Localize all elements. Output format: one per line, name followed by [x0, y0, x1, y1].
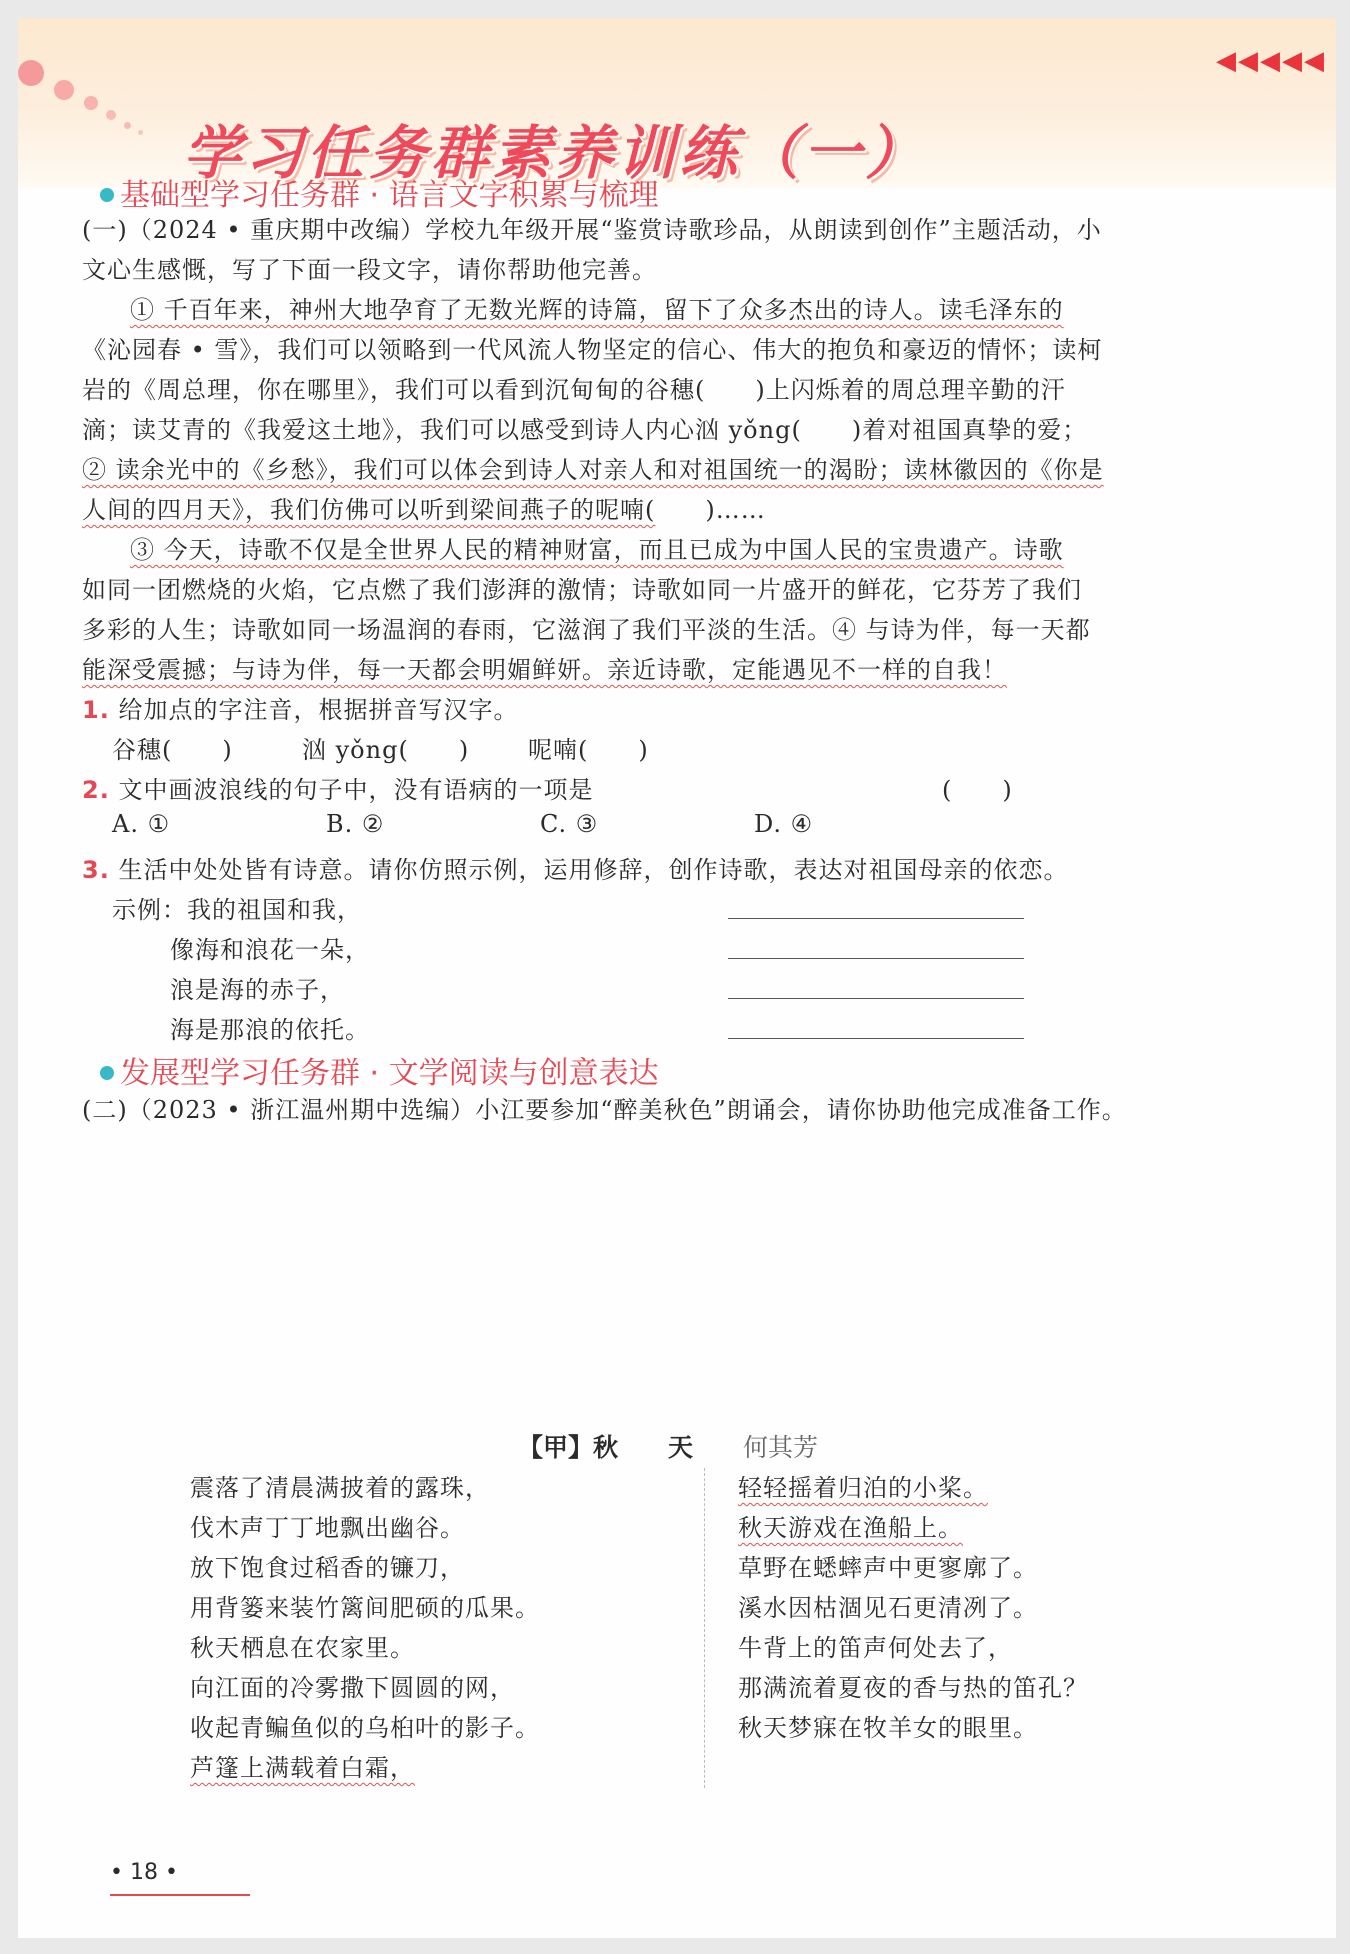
- poem-author: 何其芳: [743, 1433, 819, 1462]
- poem-line: 向江面的冷雾撒下圆圆的网，: [190, 1674, 515, 1702]
- bullet-icon: [100, 1066, 114, 1080]
- poem-line: 伐木声丁丁地飘出幽谷。: [190, 1514, 465, 1542]
- question-number: 1.: [82, 696, 110, 724]
- example-line: 海是那浪的依托。: [170, 1016, 370, 1044]
- section-heading-basic: [100, 170, 659, 214]
- decor-dot: [54, 80, 74, 100]
- bullet-icon: [100, 188, 114, 202]
- decor-dot: [18, 60, 44, 86]
- wavy-sentence-3: ③ 今天，诗歌不仅是全世界人民的精神财富，而且已成为中国人民的宝贵遗产。诗歌: [130, 536, 1064, 564]
- paren-close: ): [458, 736, 470, 764]
- poem-title: [518, 1428, 818, 1464]
- page-title: 学习任务群素养训练（一）: [183, 119, 928, 187]
- answer-line[interactable]: [728, 918, 1024, 919]
- example-line: 浪是海的赤子，: [170, 976, 345, 1004]
- poem-line: 秋天栖息在农家里。: [190, 1634, 415, 1662]
- wavy-sentence-4: 能深受震撼；与诗为伴，每一天都会明媚鲜妍。亲近诗歌，定能遇见不一样的自我！: [82, 656, 1007, 684]
- example-line: 像海和浪花一朵，: [170, 936, 370, 964]
- intro-line: 文心生感慨，写了下面一段文字，请你帮助他完善。: [82, 256, 657, 284]
- passage-text: )上闪烁着的周总理辛勤的汗: [755, 376, 1066, 404]
- example-label: 示例：我的祖国和我，: [112, 896, 362, 924]
- passage-line: 《沁园春 • 雪》，我们可以领略到一代风流人物坚定的信心、伟大的抱负和豪迈的情怀；读柯: [82, 336, 1103, 364]
- passage-line: [82, 490, 766, 525]
- q1-item-text: 呢喃(: [528, 736, 589, 764]
- option-b[interactable]: B. ②: [326, 810, 385, 838]
- question-text: 给加点的字注音，根据拼音写汉字。: [118, 696, 519, 724]
- section-heading-text: 发展型学习任务群 · 文学阅读与创意表达: [120, 1056, 659, 1091]
- poem-label: 【甲】秋 天: [518, 1433, 694, 1462]
- q1-item-c: [528, 730, 649, 765]
- passage-text: )……: [705, 496, 766, 524]
- wavy-sentence-1: ① 千百年来，神州大地孕育了无数光辉的诗篇，留下了众多杰出的诗人。读毛泽东的: [130, 296, 1064, 324]
- title-banner: [18, 18, 1336, 188]
- section-heading-develop: [100, 1048, 659, 1092]
- poem-line: [738, 1508, 963, 1543]
- decor-dot: [106, 110, 116, 120]
- poem-line: 秋天梦寐在牧羊女的眼里。: [738, 1714, 1038, 1742]
- passage-line: [130, 290, 1064, 325]
- wavy-poem-line: 秋天游戏在渔船上。: [738, 1514, 963, 1542]
- poem-line: 那满流着夏夜的香与热的笛孔？: [738, 1674, 1088, 1702]
- poem-line: [190, 1748, 415, 1783]
- passage-line: [82, 370, 1066, 405]
- poem-line: 溪水因枯涸见石更清冽了。: [738, 1594, 1038, 1622]
- option-c[interactable]: C. ③: [540, 810, 599, 838]
- poem-line: 收起青鳊鱼似的乌桕叶的影子。: [190, 1714, 540, 1742]
- option-a[interactable]: A. ①: [112, 810, 171, 838]
- q1-item-text: 谷穗(: [112, 736, 173, 764]
- question-2: [82, 770, 593, 805]
- passage-text: 滴；读艾青的《我爱这土地》，我们可以感受到诗人内心汹 yǒng(: [82, 416, 802, 444]
- decor-dot: [124, 122, 131, 129]
- decor-dot: [138, 130, 143, 135]
- poem-line: 震落了清晨满披着的露珠，: [190, 1474, 490, 1502]
- question-text: 文中画波浪线的句子中，没有语病的一项是: [118, 776, 594, 804]
- q1-item-text: 汹 yǒng(: [302, 736, 409, 764]
- passage-line: [82, 650, 1007, 685]
- page: [18, 18, 1336, 1938]
- question-1: [82, 690, 518, 725]
- answer-line[interactable]: [728, 998, 1024, 999]
- option-d[interactable]: D. ④: [754, 810, 814, 838]
- poem-line: 草野在蟋蟀声中更寥廓了。: [738, 1554, 1038, 1582]
- paren-close: ): [638, 736, 649, 764]
- intro-line: (二)（2023 • 浙江温州期中选编）小江要参加“醉美秋色”朗诵会，请你协助他完成准备工作。: [82, 1096, 1127, 1124]
- poem-line: 牛背上的笛声何处去了，: [738, 1634, 1013, 1662]
- passage-text: )着对祖国真挚的爱；: [851, 416, 1088, 444]
- wavy-poem-line: 轻轻摇着归泊的小桨。: [738, 1474, 988, 1502]
- page-number-underline: [110, 1894, 250, 1896]
- passage-line: [82, 450, 1104, 485]
- question-number: 2.: [82, 776, 110, 804]
- section-heading-text: 基础型学习任务群 · 语言文字积累与梳理: [120, 178, 659, 213]
- wavy-sentence-2: ② 读余光中的《乡愁》，我们可以体会到诗人对亲人和对祖国统一的渴盼；读林徽因的《你是: [82, 456, 1104, 484]
- passage-text: 岩的《周总理，你在哪里》，我们可以看到沉甸甸的谷穗(: [82, 376, 706, 404]
- answer-line[interactable]: [728, 958, 1024, 959]
- poem-line: 放下饱食过稻香的镰刀，: [190, 1554, 465, 1582]
- passage-line: 如同一团燃烧的火焰，它点燃了我们澎湃的激情；诗歌如同一片盛开的鲜花，它芬芳了我们: [82, 576, 1082, 604]
- q1-item-a: [112, 730, 233, 765]
- arrow-decor-icon: ◀◀◀◀◀: [1216, 46, 1326, 76]
- wavy-poem-line: 芦篷上满载着白霜，: [190, 1754, 415, 1782]
- poem-line: [738, 1468, 988, 1503]
- question-number: 3.: [82, 856, 110, 884]
- page-number: • 18 •: [110, 1860, 178, 1885]
- poem-line: 用背篓来装竹篱间肥硕的瓜果。: [190, 1594, 540, 1622]
- decor-dot: [84, 96, 98, 110]
- column-divider: [704, 1468, 705, 1788]
- answer-line[interactable]: [728, 1038, 1024, 1039]
- intro-line: (一)（2024 • 重庆期中改编）学校九年级开展“鉴赏诗歌珍品，从朗读到创作”主题活动，小: [82, 216, 1102, 244]
- question-3: [82, 850, 1068, 885]
- passage-line: [82, 410, 1087, 445]
- passage-line: 多彩的人生；诗歌如同一场温润的春雨，它滋润了我们平淡的生活。④ 与诗为伴，每一天都: [82, 616, 1091, 644]
- question-text: 生活中处处皆有诗意。请你仿照示例，运用修辞，创作诗歌，表达对祖国母亲的依恋。: [118, 856, 1069, 884]
- passage-text: 人间的四月天》，我们仿佛可以听到梁间燕子的呢喃(: [82, 496, 656, 524]
- paren-close: ): [222, 736, 233, 764]
- answer-paren[interactable]: ( ): [942, 776, 1013, 804]
- passage-line: [130, 530, 1064, 565]
- q1-item-b: [302, 730, 469, 765]
